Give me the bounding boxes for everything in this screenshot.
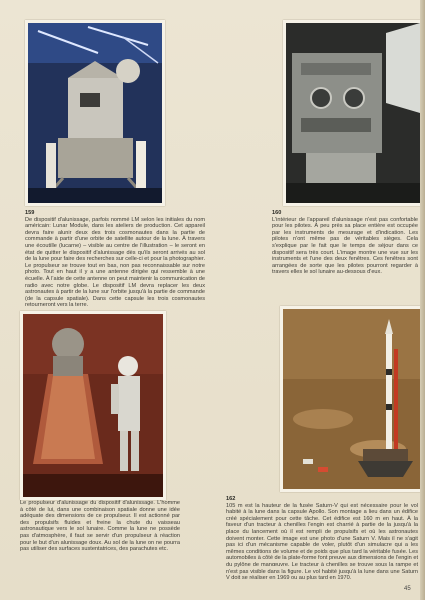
page-number: 45 bbox=[404, 586, 411, 592]
page-edge bbox=[420, 0, 425, 600]
saturn-v-illustration bbox=[283, 309, 420, 489]
caption-number: 162 bbox=[226, 496, 236, 502]
lunar-module-cockpit-illustration bbox=[286, 23, 420, 203]
caption-number: 160 bbox=[272, 210, 282, 216]
lunar-module-cockpit-photo bbox=[283, 20, 423, 206]
lunar-module-assembly-illustration bbox=[28, 23, 162, 203]
descent-engine-photo bbox=[20, 311, 166, 500]
caption-161 bbox=[20, 500, 180, 553]
caption-text: 105 m est la hauteur de la fusée Saturn-V qui est nécessaire pour le vol habité à la lune dans la capsule Apollo. Son montage a lieu dans un édifice créé spécialement pour cette tâche. Cet édifice est 160 m en haut. À la faveur d'un tracteur à chenilles l'engin est charrié à partie de la jusqu'à la place du lancement où il est rempli de propulsifs et où les astronautes doivent monter. Cette image est une photo d'une Saturn V. Mais il ne s'agit pas ici d'un mécanisme capable de voler, plutôt d'un simulacre qui a les mêmes conditions de volume et de poids que plus tard la véritable fusée. Les automobiles à côté de la plate-forme font preuve aux dimensions de l'engin et du pylône de manœuvre. Le tracteur à chenilles se trouve sous la rampe et n'est pas visible dans la figure. Le vol habité jusqu'à la lune dans une Saturn V doit se réaliser en 1969 ou au plus tard en 1970. bbox=[226, 502, 418, 582]
caption-159 bbox=[25, 210, 205, 309]
caption-number: 159 bbox=[25, 210, 35, 216]
lunar-module-assembly-photo bbox=[25, 20, 165, 206]
caption-text: Le propulseur d'alunissage du dispositif d'alunissage. L'homme à côté de lui, dans une combinaison spatiale donne une idée adéquate des dimensions de ce propulseur. Il est actionné par des propulsifs fluides et freine la chute du vaisseau astronautique vers le sol lunaire. Comme la lune ne possède pas d'atmosphère, il faut se servir d'un propulseur à réaction pour le but d'un alunissage doux. Au sol de la lune on ne pourra pas utiliser des surfaces sustentatrices, des parachutes etc. bbox=[20, 500, 180, 553]
saturn-v-rocket-photo bbox=[280, 306, 423, 492]
caption-160 bbox=[272, 210, 418, 276]
descent-engine-illustration bbox=[23, 314, 163, 497]
caption-text: De dispositif d'alunissage, parfois nommé LM selon les initiales du nom américain: Lunar Module, dans les ateliers de production. Cet appareil devra faire alunir deux des trois cosmonautes dans la partie de commande à partir d'une orbite de satellite autour de la lune. À travers une écoutille (lucarne) – visible au centre de l'illustration – le seront en état de quitter le dispositif d'alunissage dès qu'ils seront arrivés au sol de la lune pour faire des recherches sur celle-ci et pour la photographier. Le propulseur se trouve tout en bas, non pas reconnaissable sur notre photo. Tout en haut il y a une antenne dirigée qui ressemble à une écuelle. À l'aide de cette antenne on peut maintenir la communication de radio avec notre globe. Le dispositif LM devra replacer les deux astronautes à partir de la lune sur l'orbite jusqu'à la partie de commande (de la capsule spatiale). Dans cette capsule les trois cosmonautes retourneront vers la terre. bbox=[25, 216, 205, 309]
caption-text: L'intérieur de l'appareil d'alunissage n'est pas confortable pour les pilotes. À peu près sa place entière est occupée par les instruments de mesurage et d'indication. Les pilotes n'ont même pas de véritables sièges. Cela s'explique par le fait que le temps de séjour dans ce dispositif sera très court. L'image montre une vue sur les instruments et l'une des deux fenêtres. Ces fenêtres sont arrangées de sorte que les pilotes pourront regarder à travers elles le sol lunaire au-dessous d'eux. bbox=[272, 216, 418, 276]
caption-162 bbox=[226, 496, 418, 582]
